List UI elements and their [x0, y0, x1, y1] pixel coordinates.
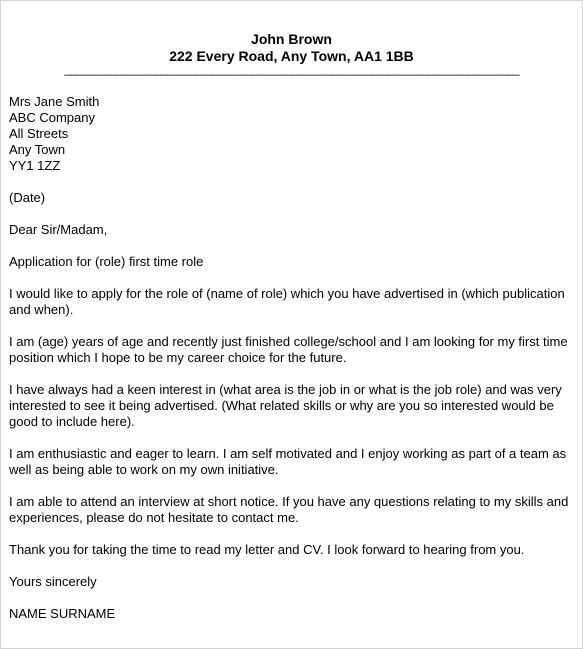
recipient-line: Any Town: [9, 142, 66, 157]
signature: NAME SURNAME: [9, 606, 116, 621]
letter-body: [9, 94, 577, 622]
letter-date: (Date): [9, 190, 46, 205]
subject-line: Application for (role) first time role: [9, 254, 204, 269]
paragraph: I would like to apply for the role of (name of role) which you have advertised in (which publication and when).: [9, 286, 565, 317]
paragraph: Thank you for taking the time to read my letter and CV. I look forward to hearing from you.: [9, 542, 525, 557]
paragraph: I am (age) years of age and recently just finished college/school and I am looking for my first time position which I hope to be my career choice for the future.: [9, 334, 568, 365]
paragraph: I am able to attend an interview at short notice. If you have any questions relating to my skills and experiences, please do not hesitate to contact me.: [9, 494, 569, 525]
paragraph: I am enthusiastic and eager to learn. I am self motivated and I enjoy working as part of a team as well as being able to work on my own initiative.: [9, 446, 567, 477]
recipient-line: Mrs Jane Smith: [9, 94, 100, 109]
recipient-line: All Streets: [9, 126, 69, 141]
paragraph: I have always had a keen interest in (what area is the job in or what is the job role) and was very interested to see it being advertised. (What related skills or why are you so interested would be good to include here).: [9, 382, 562, 429]
recipient-address: [9, 94, 577, 174]
recipient-line: YY1 1ZZ: [9, 158, 61, 173]
header-rule: ________________________________________________________________________________: [64, 63, 519, 76]
sender-name: John Brown: [251, 31, 332, 47]
recipient-line: ABC Company: [9, 110, 95, 125]
closing: Yours sincerely: [9, 574, 97, 589]
sender-address: 222 Every Road, Any Town, AA1 1BB: [169, 48, 414, 64]
salutation: Dear Sir/Madam,: [9, 222, 108, 237]
letter-header: [1, 1, 582, 65]
